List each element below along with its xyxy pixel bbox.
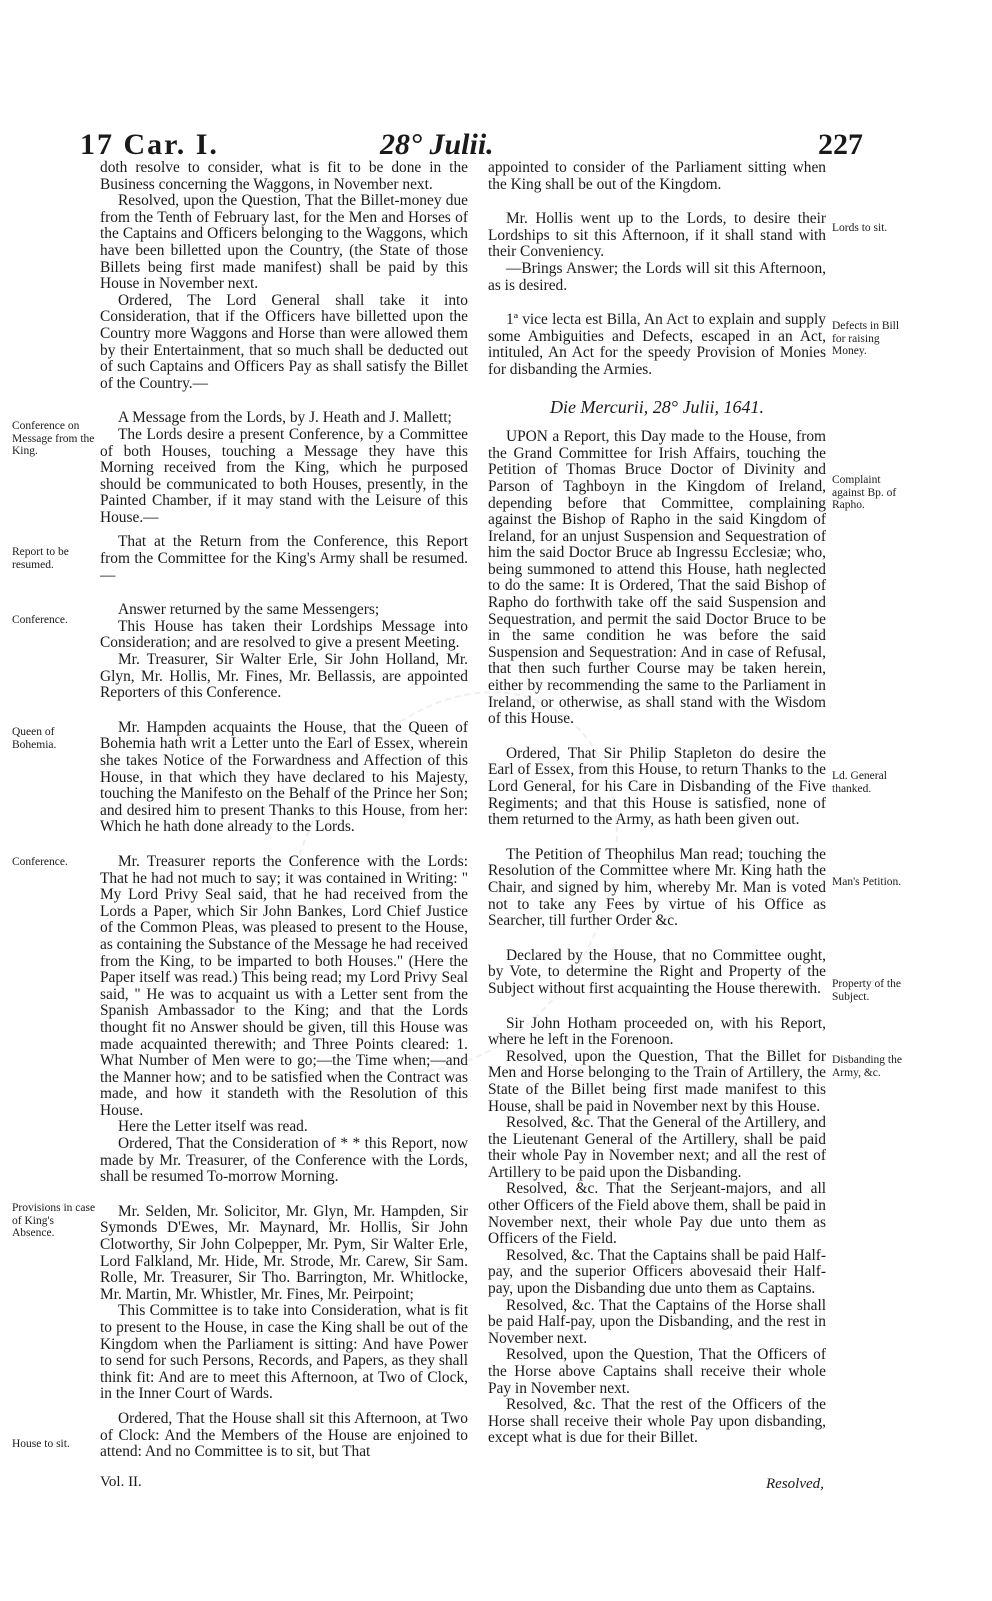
paragraph: Answer returned by the same Messengers; <box>118 601 380 619</box>
paragraph: Declared by the House, that no Committee ought, by Vote, to determine the Right and Property of the Subject without first acquainting the House therewith. <box>488 946 826 997</box>
paragraph: doth resolve to consider, what is fit to be done in the Business concerning the Waggons, in November next. <box>100 159 468 193</box>
catchword: Resolved, <box>766 1476 824 1492</box>
paragraph: Ordered, That the Consideration of * * this Report, now made by Mr. Treasurer, of the Conference with the Lords, shall be resumed To-morrow Morning. <box>100 1135 468 1186</box>
paragraph: Mr. Hollis went up to the Lords, to desire their Lordships to sit this Afternoon, if it shall stand with their Conveniency. <box>488 210 826 261</box>
margin-note-ld-general: Ld. General thanked. <box>832 770 887 795</box>
right-column <box>488 160 826 1447</box>
margin-note-mans-petition: Man's Petition. <box>832 876 902 888</box>
margin-note-conference: Conference. <box>12 614 68 626</box>
margin-note-complaint-rapho: Complaint against Bp. of Rapho. <box>832 474 897 511</box>
paragraph: The Lords desire a present Conference, by a Committee of both Houses, touching a Message they have this Morning received from the King, which he purposed should be communicated to both Houses, presently, in the Painted Chamber, if it may stand with the Leisure of this House.— <box>100 425 468 526</box>
paragraph: Here the Letter itself was read. <box>118 1118 308 1136</box>
paragraph: UPON a Report, this Day made to the House, from the Grand Committee for Irish Affairs, touching the Petition of Thomas Bruce Doctor of Divinity and Parson of Taghboyn in the Kingdom of Ireland, depending before that Committee, complaining against the Bishop of Rapho in the said Kingdom of Ireland, for an unjust Suspension and Sequestration of him the said Doctor Bruce ab Ingressu Ecclesiæ; who, being summoned to attend this House, hath neglected to do the same: It is Ordered, That the said Bishop of Rapho do forthwith take off the said Suspension and Sequestration, and permit the said Doctor Bruce to be in the same condition he was before the said Suspension and Sequestration: And in case of Refusal, that then such further Course may be taken herein, either by recommending the same to the Parliament in Ireland, or otherwise, as shall stand with the Wisdom of this House. <box>488 428 826 728</box>
paragraph: Resolved, upon the Question, That the Billet-money due from the Tenth of February last, for the Men and Horses of the Captains and Officers belonging to the Waggons, which have been billetted upon the Country, (the State of those Billets being first made manifest) shall be paid by this House in November next. <box>100 192 468 293</box>
paragraph: Ordered, The Lord General shall take it into Consideration, that if the Officers have billetted upon the Country more Waggons and Horse than were allowed them by their Entertainment, that so much shall be deducted out of such Captains and Officers Pay as shall satisfy the Billet of the Country.— <box>100 291 468 392</box>
margin-note-conference-report: Conference. <box>12 856 68 868</box>
paragraph: Resolved, upon the Question, That the Officers of the Horse above Captains shall receive their whole Pay in November next. <box>488 1346 826 1397</box>
day-heading: Die Mercurii, 28° Julii, 1641. <box>550 396 764 417</box>
paragraph: Resolved, &c. That the Serjeant-majors, and all other Officers of the Field above them, shall be paid in November next, their whole Pay due unto them as Officers of the Field. <box>488 1180 826 1248</box>
margin-note-report-resumed: Report to be resumed. <box>12 546 69 571</box>
paragraph: 1ª vice lecta est Billa, An Act to explain and supply some Ambiguities and Defects, escaped in an Act, intituled, An Act for the speedy Provision of Monies for disbanding the Armies. <box>488 311 826 378</box>
margin-note-defects-bill: Defects in Bill for raising Money. <box>832 320 900 357</box>
paragraph: This House has taken their Lordships Message into Consideration; and are resolved to give a present Meeting. <box>100 617 468 652</box>
paragraph: Ordered, That Sir Philip Stapleton do desire the Earl of Essex, from this House, to return Thanks to the Lord General, for his Care in Disbanding of the Five Regiments; and that this House is satisfied, none of them returned to the Army, as hath been given out. <box>488 744 826 829</box>
paragraph: That at the Return from the Conference, this Report from the Committee for the King's Army shall be resumed.— <box>100 533 468 584</box>
paragraph: —Brings Answer; the Lords will sit this Afternoon, as is desired. <box>488 259 826 294</box>
paragraph: Resolved, upon the Question, That the Billet for Men and Horse belonging to the Train of Artillery, the State of the Billet being first made manifest to this House, shall be paid in November next by this House. <box>488 1047 826 1115</box>
paragraph: Resolved, &c. That the Captains of the Horse shall be paid Half-pay, upon the Disbanding, and the rest in November next. <box>488 1296 826 1347</box>
paragraph: Resolved, &c. That the General of the Artillery, and the Lieutenant General of the Artillery, shall be paid their whole Pay in November next; and all the rest of Artillery to be paid upon the Disbanding. <box>488 1114 826 1181</box>
margin-note-conference-message: Conference on Message from the King. <box>12 420 95 457</box>
paragraph: Resolved, &c. That the rest of the Officers of the Horse shall receive their whole Pay upon disbanding, except what is due for their Billet. <box>488 1396 826 1447</box>
left-column <box>100 160 468 1461</box>
paragraph: Mr. Treasurer, Sir Walter Erle, Sir John Holland, Mr. Glyn, Mr. Hollis, Mr. Fines, Mr. Bellassis, are appointed Reporters of this Conference. <box>100 651 468 702</box>
margin-note-kings-absence: Provisions in case of King's Absence. <box>12 1202 96 1239</box>
paragraph: appointed to consider of the Parliament sitting when the King shall be out of the Kingdom. <box>488 159 826 193</box>
margin-note-queen-bohemia: Queen of Bohemia. <box>12 726 57 751</box>
paragraph: This Committee is to take into Consideration, what is fit to present to the House, in case the King shall be out of the Kingdom when the Parliament is sitting: And have Power to send for such Persons, Records, and Papers, as they shall think fit: And are to meet this Afternoon, at Two of Clock, in the Inner Court of Wards. <box>100 1302 468 1403</box>
paragraph: Mr. Hampden acquaints the House, that the Queen of Bohemia hath writ a Letter unto the Earl of Essex, wherein she takes Notice of the Forwardness and Affection of this House, in that which they have declared to his Majesty, touching the Manifesto on the Behalf of the Prince her Son; and desired him to present Thanks to this House, from her: Which he hath done already to the Lords. <box>100 718 468 836</box>
margin-note-house-to-sit: House to sit. <box>12 1438 70 1450</box>
running-head-regnal-year: 17 Car. I. <box>80 128 219 161</box>
paragraph: A Message from the Lords, by J. Heath and J. Mallett; <box>118 409 452 427</box>
page-number: 227 <box>818 128 863 161</box>
paragraph: Resolved, &c. That the Captains shall be paid Half-pay, and the superior Officers abovesaid their Half-pay, upon the Disbanding due unto them as Captains. <box>488 1246 826 1298</box>
volume-signature: Vol. II. <box>100 1474 142 1490</box>
paragraph: Sir John Hotham proceeded on, with his Report, where he left in the Forenoon. <box>488 1014 826 1049</box>
paragraph: Ordered, That the House shall sit this Afternoon, at Two of Clock: And the Members of the House are enjoined to attend: And no Committee is to sit, but That <box>100 1409 468 1461</box>
margin-note-lords-to-sit: Lords to sit. <box>832 222 888 234</box>
paragraph: Mr. Treasurer reports the Conference with the Lords: That he had not much to say; it was contained in Writing: " My Lord Privy Seal said, that he had received from the Lords a Paper, which Sir John Bankes, Lord Chief Justice of the Common Pleas, was pleased to present to the House, as containing the Substance of the Message he had received from the King, to be imparted to both Houses." (Here the Paper itself was read.) This being read; my Lord Privy Seal said, " He was to acquaint us with a Letter sent from the Spanish Ambassador to the King; and that the Lords thought fit no Answer should be given, till this House was made acquainted therewith; and Three Points cleared: 1. What Number of Men were to go;—the Time when;—and the Manner how; and to be satisfied when the Contract was made, and how it standeth with the Resolution of this House. <box>100 852 468 1119</box>
margin-note-property-subject: Property of the Subject. <box>832 978 901 1003</box>
margin-note-disbanding: Disbanding the Army, &c. <box>832 1054 902 1079</box>
paragraph: Mr. Selden, Mr. Solicitor, Mr. Glyn, Mr. Hampden, Sir Symonds D'Ewes, Mr. Maynard, Mr. Hollis, Sir John Clotworthy, Sir John Colpepper, Mr. Pym, Sir Walter Erle, Lord Falkland, Mr. Hide, Mr. Strode, Mr. Carew, Sir Sam. Rolle, Mr. Treasurer, Sir Tho. Barrington, Mr. Whitlocke, Mr. Martin, Mr. Whistler, Mr. Fines, Mr. Peirpoint; <box>100 1202 468 1303</box>
paragraph: The Petition of Theophilus Man read; touching the Resolution of the Committee where Mr. King hath the Chair, and signed by him, whereby Mr. Man is voted not to take any Fees by virtue of his Office as Searcher, till further Order &c. <box>488 845 826 930</box>
running-head-date: 28° Julii. <box>380 128 494 161</box>
